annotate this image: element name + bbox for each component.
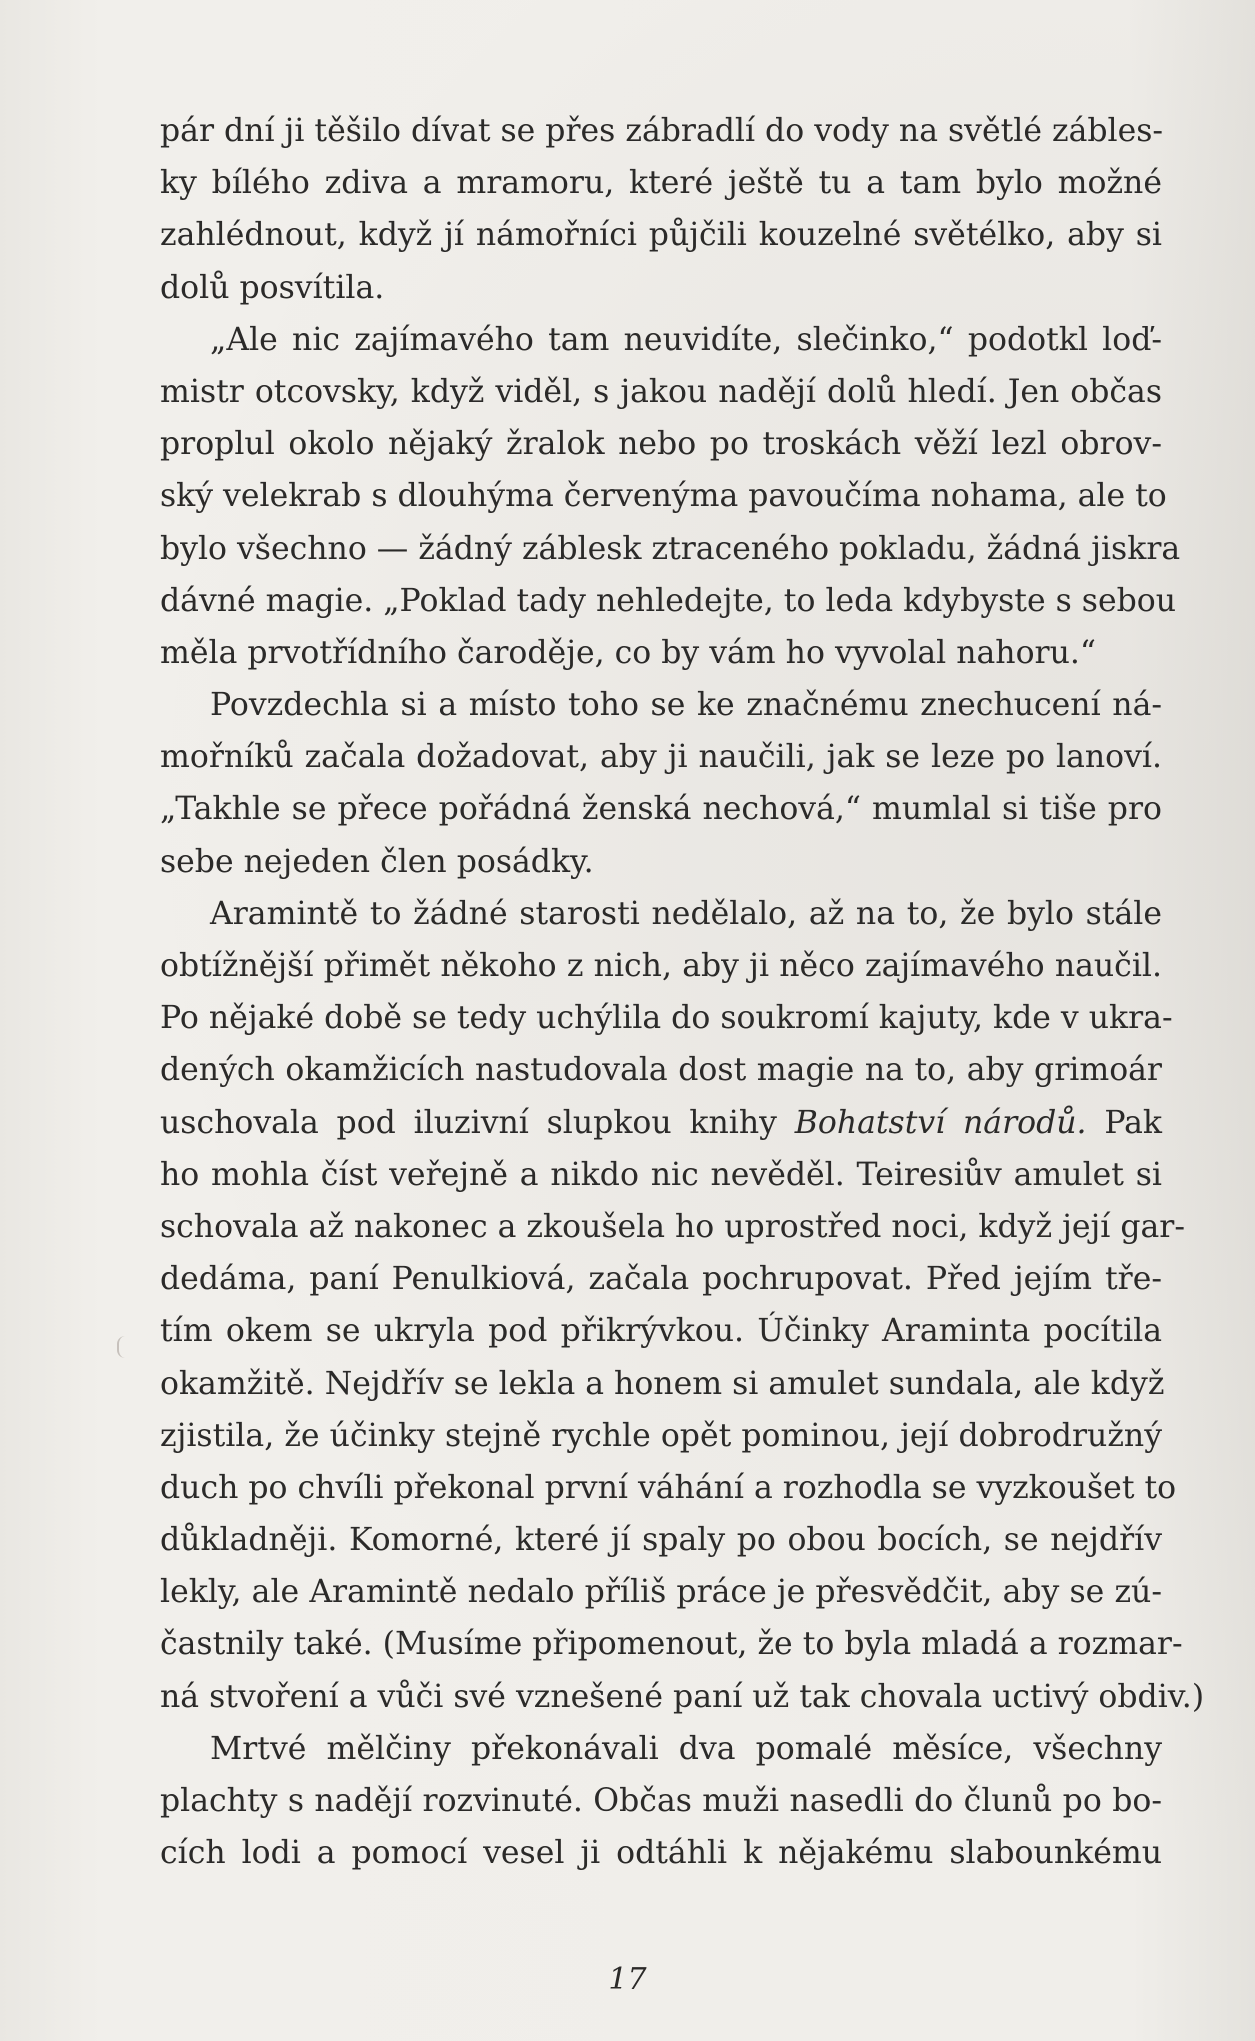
text-line: bylo všechno — žádný záblesk ztraceného pokladu, žádná jiskra (160, 530, 1181, 567)
text-line: tím okem se ukryla pod přikrývkou. Účinky Araminta pocítila (160, 1313, 1162, 1350)
text-line: dených okamžicích nastudovala dost magie na to, aby grimoár (160, 1052, 1162, 1089)
text-segment: uschovala pod iluzivní slupkou knihy (160, 1104, 777, 1141)
text-line: okamžitě. Nejdřív se lekla a honem si amulet sundala, ale když (160, 1365, 1165, 1402)
text-line: pár dní ji těšilo dívat se přes zábradlí do vody na světlé zábles- (160, 113, 1164, 149)
text-line: zahlédnout, když jí námořníci půjčili kouzelné světélko, aby si (160, 217, 1162, 254)
text-line: proplul okolo nějaký žralok nebo po troskách věží lezl obrov- (160, 426, 1162, 463)
text-line: dávné magie. „Poklad tady nehledejte, to leda kdybyste s sebou (160, 582, 1176, 619)
text-segment: Pak (1104, 1104, 1162, 1141)
text-line: plachty s nadějí rozvinuté. Občas muži nasedli do člunů po bo- (160, 1783, 1162, 1819)
text-line: obtížnější přimět někoho z nich, aby ji něco zajímavého naučil. (160, 948, 1162, 984)
text-line: mořníků začala dožadovat, aby ji naučili, jak se leze po lanoví. (160, 739, 1162, 776)
text-line: důkladněji. Komorné, které jí spaly po obou bocích, se nejdřív (160, 1522, 1162, 1559)
book-title: Bohatství národů. (794, 1104, 1087, 1141)
text-line: dolů posvítila. (160, 269, 385, 306)
text-line: Po nějaké době se tedy uchýlila do soukromí kajuty, kde v ukra- (160, 1000, 1173, 1037)
body-text (160, 105, 1205, 1879)
page-number: 17 (608, 1962, 647, 1997)
text-line-with-title (160, 1097, 1162, 1149)
text-line: cích lodi a pomocí vesel ji odtáhli k nějakému slabounkému (160, 1835, 1162, 1872)
text-line: Povzdechla si a místo toho se ke značnému znechucení ná- (210, 687, 1162, 724)
text-line: ná stvoření a vůči své vznešené paní už tak chovala uctivý obdiv.) (160, 1678, 1205, 1715)
text-line: zjistila, že účinky stejně rychle opět pominou, její dobrodružný (160, 1417, 1162, 1454)
text-line: častnily také. (Musíme připomenout, že to byla mladá a rozmar- (160, 1626, 1183, 1663)
text-line: sebe nejeden člen posádky. (160, 843, 594, 880)
text-line: ky bílého zdiva a mramoru, které ještě tu a tam bylo možné (160, 165, 1162, 202)
text-line: dedáma, paní Penulkiová, začala pochrupovat. Před jejím tře- (160, 1261, 1162, 1298)
text-line: schovala až nakonec a zkoušela ho uprostřed noci, když její gar- (160, 1208, 1185, 1245)
text-line: mistr otcovsky, když viděl, s jakou nadějí dolů hledí. Jen občas (160, 373, 1162, 410)
margin-pencil-mark (117, 1336, 127, 1358)
text-line: duch po chvíli překonal první váhání a rozhodla se vyzkoušet to (160, 1469, 1177, 1506)
text-line: Mrtvé mělčiny překonávali dva pomalé měsíce, všechny (210, 1730, 1162, 1767)
text-line: Aramintě to žádné starosti nedělalo, až na to, že bylo stále (210, 895, 1162, 932)
text-line: „Takhle se přece pořádná ženská nechová,“ mumlal si tiše pro (160, 791, 1162, 828)
text-line: „Ale nic zajímavého tam neuvidíte, slečinko,“ podotkl loď- (210, 321, 1162, 358)
text-line: lekly, ale Aramintě nedalo příliš práce je přesvědčit, aby se zú- (160, 1574, 1162, 1611)
text-line: ho mohla číst veřejně a nikdo nic nevěděl. Teiresiův amulet si (160, 1156, 1162, 1193)
text-line: měla prvotřídního čaroděje, co by vám ho vyvolal nahoru.“ (160, 634, 1097, 671)
text-line: ský velekrab s dlouhýma červenýma pavoučíma nohama, ale to (160, 478, 1167, 515)
